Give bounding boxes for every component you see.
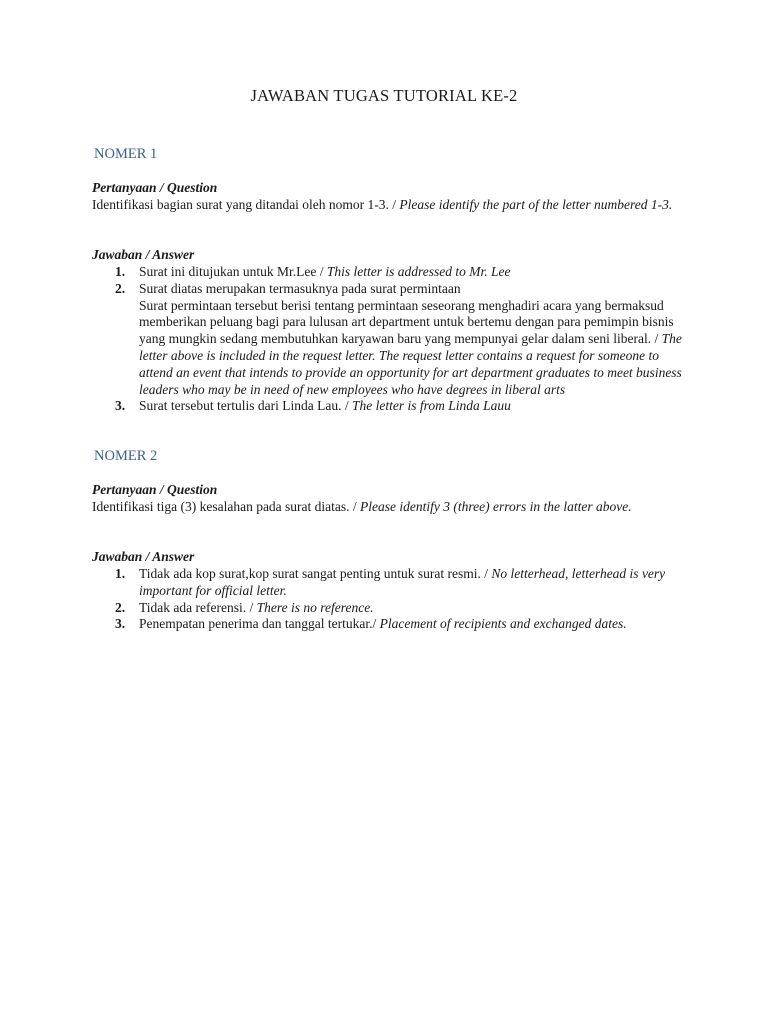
question-text-en: Please identify the part of the letter numbered 1-3. <box>399 196 673 212</box>
answer-text-en: Placement of recipients and exchanged dates. <box>379 616 627 632</box>
list-number: 3. <box>115 616 126 632</box>
question-text-id: Identifikasi bagian surat yang ditandai oleh nomor 1-3. / <box>92 196 397 212</box>
list-number: 1. <box>115 566 126 581</box>
answer-text-en: The letter is from Linda Lauu <box>351 398 511 414</box>
list-number: 3. <box>115 398 126 414</box>
list-number: 2. <box>115 599 126 615</box>
list-item <box>92 616 682 633</box>
list-item <box>92 600 682 617</box>
list-item <box>92 281 682 399</box>
answer-label-block-2 <box>92 549 682 566</box>
list-item <box>92 264 682 281</box>
section-heading-nomer-2: NOMER 2 <box>94 448 158 464</box>
list-item <box>92 566 682 600</box>
section-heading-nomer-1: NOMER 1 <box>94 146 158 162</box>
answer-text-id: Penempatan penerima dan tanggal tertukar./ <box>139 616 377 632</box>
answer-list-1 <box>92 264 682 415</box>
answer-text-en: No letterhead, letterhead is very important for official letter. <box>139 566 666 598</box>
answer-text-id: Surat tersebut tertulis dari Linda Lau. / <box>139 398 349 414</box>
answer-text-id: Tidak ada referensi. / <box>139 599 254 615</box>
question-text-id: Identifikasi tiga (3) kesalahan pada surat diatas. / <box>92 498 357 514</box>
answer-text-id: Surat permintaan tersebut berisi tentang permintaan seseorang menghadiri acara yang bermaksud memberikan peluang bagi para lulusan art department untuk bertemu dengan para pemimpin bisnis yang mungkin sedang membutuhkan karyawan baru yang mempunyai gelar dalam seni liberal. / <box>139 297 674 347</box>
question-label: Pertanyaan / Question <box>92 180 218 195</box>
list-item <box>92 398 682 415</box>
answer-text-en: There is no reference. <box>256 599 374 615</box>
question-block-1 <box>92 180 682 214</box>
answer-label: Jawaban / Answer <box>92 247 195 262</box>
answer-text-id-line: Surat diatas merupakan termasuknya pada surat permintaan <box>139 280 461 296</box>
answer-text-id: Tidak ada kop surat,kop surat sangat penting untuk surat resmi. / <box>139 566 488 581</box>
answer-text-id: Surat ini ditujukan untuk Mr.Lee / <box>139 264 324 279</box>
question-label: Pertanyaan / Question <box>92 482 218 497</box>
answer-text-en: The letter above is included in the request letter. The request letter contains a request for someone to attend an event that intends to provide an opportunity for art department graduates to meet business leaders who may be in need of new employees who have degrees in liberal arts <box>139 331 682 397</box>
document-title: JAWABAN TUGAS TUTORIAL KE-2 <box>250 86 518 105</box>
answer-text-en: This letter is addressed to Mr. Lee <box>326 264 511 279</box>
question-text-en: Please identify 3 (three) errors in the latter above. <box>360 498 632 514</box>
list-number: 1. <box>115 264 126 279</box>
answer-label: Jawaban / Answer <box>92 549 195 564</box>
answer-list-2 <box>92 566 682 633</box>
answer-label-block-1 <box>92 247 682 264</box>
question-block-2 <box>92 482 682 516</box>
list-number: 2. <box>115 280 126 296</box>
